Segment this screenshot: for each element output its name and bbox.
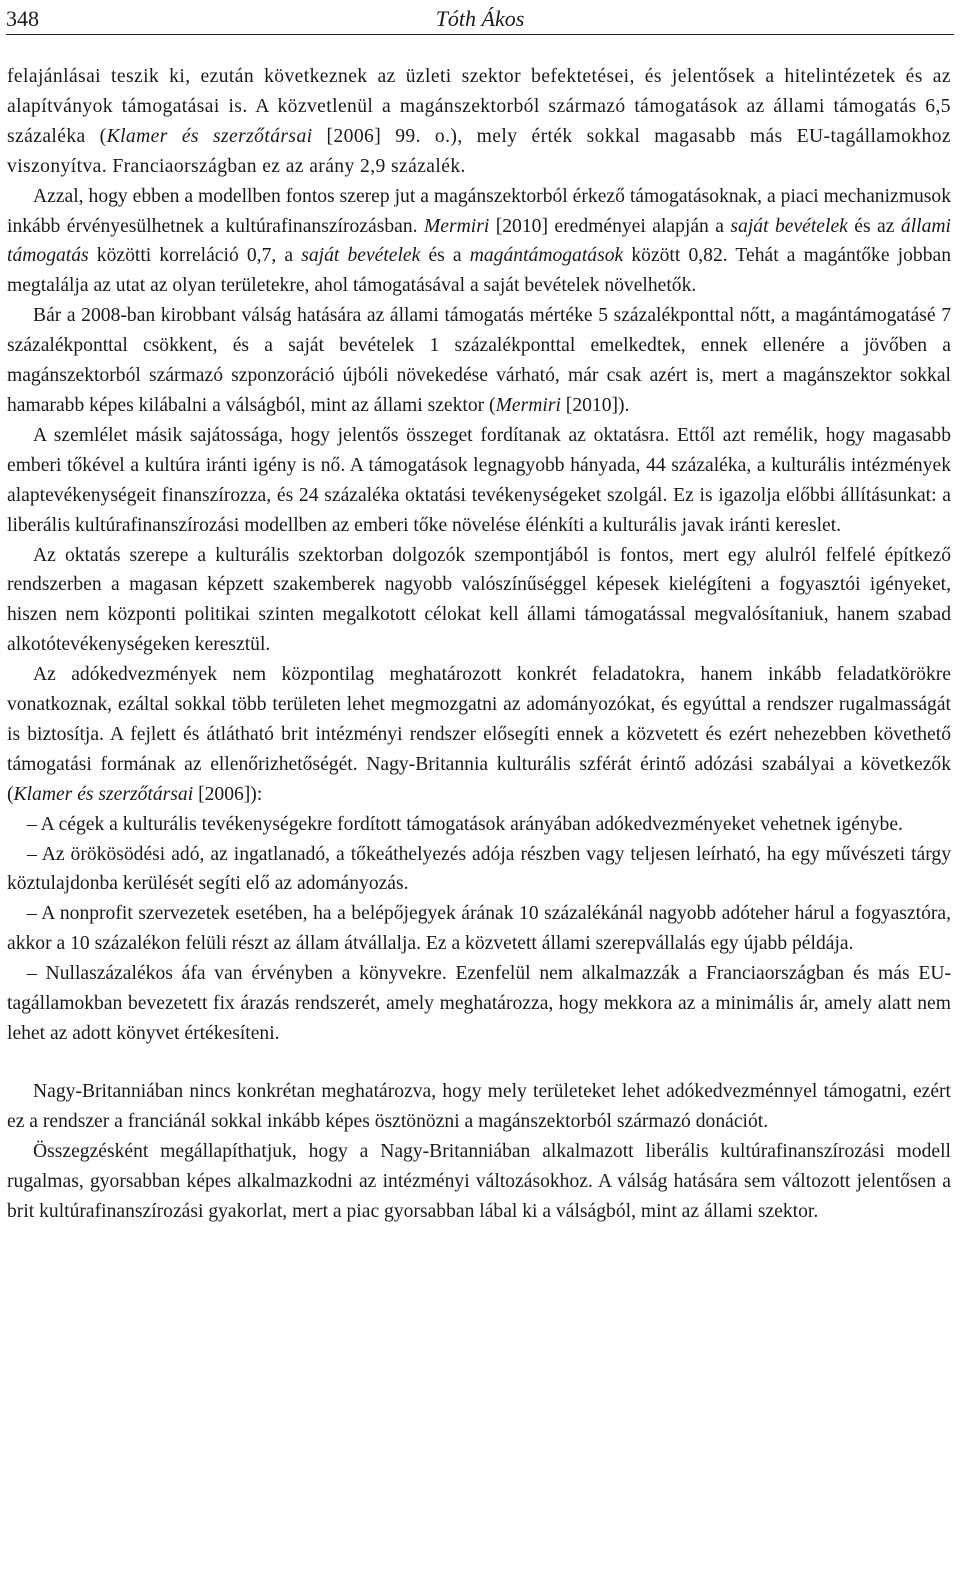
paragraph-2-text: Azzal, hogy ebben a modellben fontos szerep jut a magánszektorból érkező támogatásoknak, a piaci mechanizmusok inkább érvényesülhetnek a kultúrafinanszírozásban. (7, 185, 951, 237)
paragraph-2-text: közötti korreláció 0,7, a (88, 245, 302, 267)
term-own-revenue: saját bevételek (730, 215, 848, 237)
page-number: 348 (6, 6, 39, 31)
paragraph-5 (7, 541, 951, 661)
paragraph-2 (7, 182, 951, 302)
paragraph-4 (7, 421, 951, 541)
list-item: – Az örökösödési adó, az ingatlanadó, a tőkeáthelyezés adója részben vagy teljesen leírható, ha egy művészeti tárgy köztulajdonba kerülését segíti elő az adományozás. (7, 843, 951, 895)
citation-klamer: Klamer és szerzőtársai (106, 125, 313, 147)
paragraph-1-text-cont: [2006] 99. o.), mely érték sokkal magasabb más EU-tagállamokhoz viszonyítva. Franciaországban ez az arány 2,9 százalék. (7, 125, 951, 177)
paragraph-5-text: Az oktatás szerepe a kulturális szektorban dolgozók szempontjából is fontos, mert egy alulról felfelé építkező rendszerben a magasan képzett szakemberek nagyobb valószínűséggel képesek kielégíteni a fogyasztói igényeket, hiszen nem központi politikai szinten megalkotott célokat kell állami támogatással megvalósítaniuk, hanem szabad alkotótevékenységeken keresztül. (7, 544, 951, 656)
paragraph-2-text: [2010] eredményei alapján a (489, 215, 731, 237)
citation-klamer: Klamer és szerzőtársai (13, 783, 194, 805)
paragraph-1-text: felajánlásai teszik ki, ezután következnek az üzleti szektor befektetései, és jelentősek a hitelintézetek és az alapítványok támogatásai is. A közvetlenül a magánszektorból származó támogatások az állami támogatás 6,5 százaléka ( (7, 66, 951, 147)
list-item: – A nonprofit szervezetek esetében, ha a belépőjegyek árának 10 százalékánál nagyobb adóteher hárul a fogyasztóra, akkor a 10 százalékon felüli részt az állam átvállalja. Ez a közvetett állami szerepvállalás egy újabb példája. (7, 903, 951, 955)
page-header (6, 2, 954, 35)
closing-paragraph: Nagy-Britanniában nincs konkrétan meghatározva, hogy mely területeket lehet adókedvezménnyel támogatni, ezért ez a rendszer a franciánál sokkal inkább képes ösztönözni a magánszektorból származó donációt. (7, 1080, 951, 1132)
list-item: – A cégek a kulturális tevékenységekre fordított támogatások arányában adókedvezményeket vehetnek igénybe. (27, 813, 903, 835)
citation-mermiri: Mermiri (495, 394, 561, 416)
term-own-revenue: saját bevételek (301, 245, 421, 267)
term-state-support: állami támogatás (7, 215, 951, 267)
body-text (7, 62, 951, 1226)
running-head-author: Tóth Ákos (435, 6, 525, 31)
paragraph-3-text: [2010]). (560, 394, 630, 416)
paragraph-1 (7, 62, 951, 182)
paragraph-6-text: [2006]): (193, 783, 263, 805)
citation-mermiri: Mermiri (423, 215, 490, 237)
closing-paragraph: Összegzésként megállapíthatjuk, hogy a Nagy-Britanniában alkalmazott liberális kultúrafinanszírozási modell rugalmas, gyorsabban képes alkalmazkodni az intézményi változásokhoz. A válság hatására sem változott jelentősen a brit kultúrafinanszírozási gyakorlat, mert a piac gyorsabban lábal ki a válságból, mint az állami szektor. (7, 1140, 951, 1222)
paragraph-2-text: között 0,82. Tehát a magántőke jobban megtalálja az utat az olyan területekre, ahol támogatásával a saját bevételek növelhetők. (7, 245, 952, 297)
paragraph-2-text: és a (420, 245, 470, 267)
paragraph-3 (7, 301, 951, 421)
term-private-support: magántámogatások (469, 245, 624, 267)
paragraph-6 (7, 660, 951, 810)
paragraph-6-text: Az adókedvezmények nem központilag meghatározott konkrét feladatokra, hanem inkább feladatkörökre vonatkoznak, ezáltal sokkal több területen lehet megmozgatni az adományozókat, és egyúttal a rendszer rugalmasságát is biztosítja. A fejlett és átlátható brit intézményi rendszer elősegíti ennek a közvetett és ezért nehezebben követhető támogatási formának az ellenőrizhetőségét. Nagy-Britannia kulturális szférát érintő adózási szabályai a következők ( (7, 664, 951, 805)
paragraph-3-text: Bár a 2008-ban kirobbant válság hatására az állami támogatás mértéke 5 százalékponttal nőtt, a magántámogatásé 7 százalékponttal csökkent, és a saját bevételek 1 százalékponttal emelkedtek, ennek ellenére a jövőben a magánszektorból származó szponzoráció újbóli növekedése várható, már csak azért is, mert a magánszektor sokkal hamarabb képes kilábalni a válságból, mint az állami szektor ( (7, 305, 951, 416)
paragraph-2-text: és az (847, 215, 901, 237)
paragraph-4-text: A szemlélet másik sajátossága, hogy jelentős összeget fordítanak az oktatásra. Ettől azt remélik, hogy magasabb emberi tőkével a kultúra iránti igény is nő. A támogatások legnagyobb hányada, 44 százaléka, a kulturális intézmények alaptevékenységeit finanszírozza, és 24 százaléka oktatási tevékenységeket szolgál. Ez is igazolja előbbi állításunkat: a liberális kultúrafinanszírozási modellben az emberi tőke növelése élénkíti a kulturális javak iránti kereslet. (7, 424, 951, 536)
list-item: – Nullaszázalékos áfa van érvényben a könyvekre. Ezenfelül nem alkalmazzák a Franciaországban és más EU-tagállamokban bevezetett fix árazás rendszerét, amely meghatározza, hogy mekkora az a minimális ár, amely alatt nem lehet az adott könyvet értékesíteni. (7, 963, 951, 1044)
